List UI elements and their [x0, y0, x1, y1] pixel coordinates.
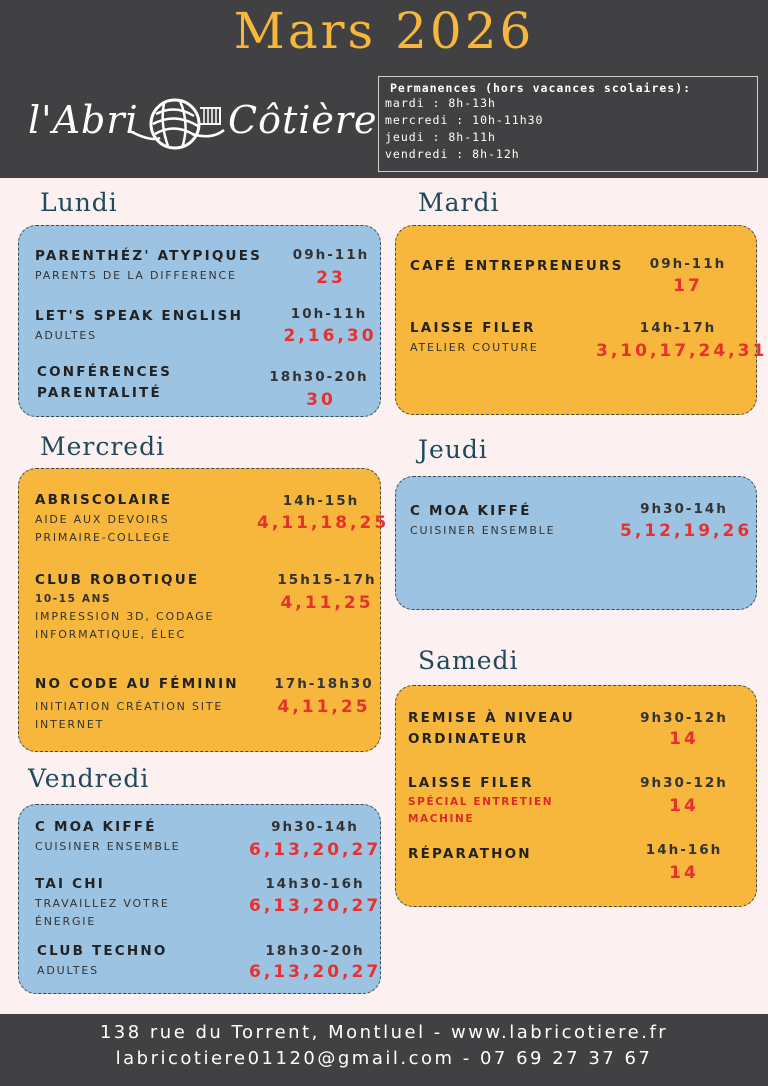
event-name: REMISE À NIVEAU [408, 710, 575, 726]
event-reparathon [408, 844, 532, 865]
event-dates: 4,11,25 [280, 593, 374, 613]
event-subtitle: ADULTES [37, 964, 99, 977]
event-dates: 3,10,17,24,31 [596, 341, 768, 361]
event-time: 15h15-17h [277, 572, 377, 588]
event-time: 09h-11h [649, 256, 727, 272]
event-name-line2: PARENTALITÉ [37, 385, 162, 401]
event-time: 14h-15h [282, 493, 360, 509]
event-name: PARENTHÉZ' ATYPIQUES [35, 248, 263, 264]
event-name: ABRISCOLAIRE [35, 492, 173, 508]
event-time: 18h30-20h [269, 369, 369, 385]
event-time: 10h-11h [290, 306, 368, 322]
event-conferences [37, 362, 172, 404]
event-name: CLUB TECHNO [37, 943, 168, 959]
event-dates: 30 [306, 390, 336, 410]
logo-text-left: l'Abri [28, 98, 139, 142]
event-name: CAFÉ ENTREPRENEURS [410, 258, 624, 274]
event-laisse-filer-samedi [408, 773, 553, 828]
card-vendredi [18, 804, 381, 994]
event-subtitle: CUISINER ENSEMBLE [35, 840, 181, 853]
event-time: 9h30-12h [640, 775, 728, 791]
yarn-ball-icon [120, 94, 230, 158]
event-name: C MOA KIFFÉ [410, 503, 532, 519]
event-subtitle: INITIATION CRÉATION SITE [35, 700, 224, 713]
event-c-moa-kiffe-vendredi [35, 817, 180, 856]
page-title: Mars 2026 [233, 2, 535, 60]
event-time: 09h-11h [292, 247, 370, 263]
event-time: 14h-17h [639, 320, 717, 336]
event-remise-a-niveau [408, 708, 575, 750]
permanence-line: mercredi : 10h-11h30 [385, 113, 544, 127]
event-subtitle: TRAVAILLEZ VOTRE [35, 897, 170, 910]
event-time: 9h30-14h [271, 819, 359, 835]
event-abriscolaire [35, 490, 172, 547]
event-subtitle-line2: INFORMATIQUE, ÉLEC [35, 628, 186, 641]
event-dates: 6,13,20,27 [249, 962, 382, 982]
day-title-mercredi: Mercredi [40, 432, 166, 461]
card-mardi [395, 225, 768, 415]
event-dates: 17 [673, 276, 703, 296]
event-name: C MOA KIFFÉ [35, 819, 157, 835]
day-title-mardi: Mardi [418, 188, 500, 217]
event-club-robotique [35, 570, 214, 644]
event-special: SPÉCIAL ENTRETIEN [408, 796, 554, 808]
event-name: RÉPARATHON [408, 846, 532, 862]
logo [28, 88, 378, 158]
day-title-vendredi: Vendredi [28, 764, 150, 793]
event-subtitle-line2: PRIMAIRE-COLLEGE [35, 531, 172, 544]
event-age: 10-15 ANS [35, 593, 112, 605]
event-name: NO CODE AU FÉMININ [35, 676, 239, 692]
event-subtitle-line2: ÉNERGIE [35, 915, 97, 928]
event-name: CLUB ROBOTIQUE [35, 572, 200, 588]
event-name: CONFÉRENCES [37, 364, 173, 380]
event-special-line2: MACHINE [408, 813, 475, 825]
event-dates: 4,11,18,25 [257, 513, 390, 533]
card-jeudi [395, 476, 757, 610]
event-cafe-entrepreneurs [410, 256, 624, 277]
event-name: LAISSE FILER [410, 320, 536, 336]
event-subtitle-line2: INTERNET [35, 718, 105, 731]
event-dates: 6,13,20,27 [249, 896, 382, 916]
footer-address: 138 rue du Torrent, Montluel - www.labricotiere.fr [99, 1022, 669, 1043]
footer [0, 1014, 768, 1086]
permanence-line: vendredi : 8h-12h [385, 147, 520, 161]
event-subtitle: AIDE AUX DEVOIRS [35, 513, 170, 526]
event-lets-speak-english [35, 306, 243, 345]
event-time: 9h30-12h [640, 710, 728, 726]
day-title-lundi: Lundi [40, 188, 118, 217]
event-time: 14h-16h [645, 842, 723, 858]
event-dates: 23 [316, 268, 346, 288]
event-dates: 2,16,30 [283, 326, 377, 346]
card-lundi [18, 225, 381, 417]
day-title-samedi: Samedi [418, 646, 519, 675]
permanence-line: mardi : 8h-13h [385, 96, 496, 110]
event-dates: 14 [669, 863, 699, 883]
event-dates: 14 [669, 729, 699, 749]
event-tai-chi [35, 874, 170, 931]
event-subtitle: ATELIER COUTURE [410, 341, 539, 354]
event-dates: 5,12,19,26 [620, 521, 753, 541]
event-time: 18h30-20h [265, 943, 365, 959]
event-dates: 4,11,25 [277, 697, 371, 717]
event-name: LAISSE FILER [408, 775, 534, 791]
event-name: LET'S SPEAK ENGLISH [35, 308, 244, 324]
event-time: 9h30-14h [640, 501, 728, 517]
card-mercredi [18, 468, 390, 752]
event-parenthez [35, 246, 262, 285]
event-subtitle: ADULTES [35, 329, 97, 342]
day-title-jeudi: Jeudi [418, 435, 488, 464]
permanences-title: Permanences (hors vacances scolaires): [390, 81, 692, 95]
event-dates: 14 [669, 796, 699, 816]
event-time: 14h30-16h [265, 876, 365, 892]
event-laisse-filer [410, 318, 539, 357]
permanence-line: jeudi : 8h-11h [385, 130, 496, 144]
header [0, 0, 768, 178]
event-name: TAI CHI [35, 876, 105, 892]
event-subtitle: CUISINER ENSEMBLE [410, 524, 556, 537]
event-time: 17h-18h30 [274, 676, 374, 692]
card-samedi [395, 685, 757, 907]
event-name-line2: ORDINATEUR [408, 731, 529, 747]
permanences-box [378, 76, 758, 172]
footer-contact: labricotiere01120@gmail.com - 07 69 27 37 67 [115, 1048, 653, 1069]
event-no-code-au-feminin [35, 674, 239, 734]
event-dates: 6,13,20,27 [249, 840, 382, 860]
event-c-moa-kiffe [410, 501, 555, 540]
logo-text-right: Côtière [228, 98, 378, 142]
event-subtitle: IMPRESSION 3D, CODAGE [35, 610, 215, 623]
event-subtitle: PARENTS DE LA DIFFERENCE [35, 269, 237, 282]
event-club-techno [37, 941, 168, 980]
